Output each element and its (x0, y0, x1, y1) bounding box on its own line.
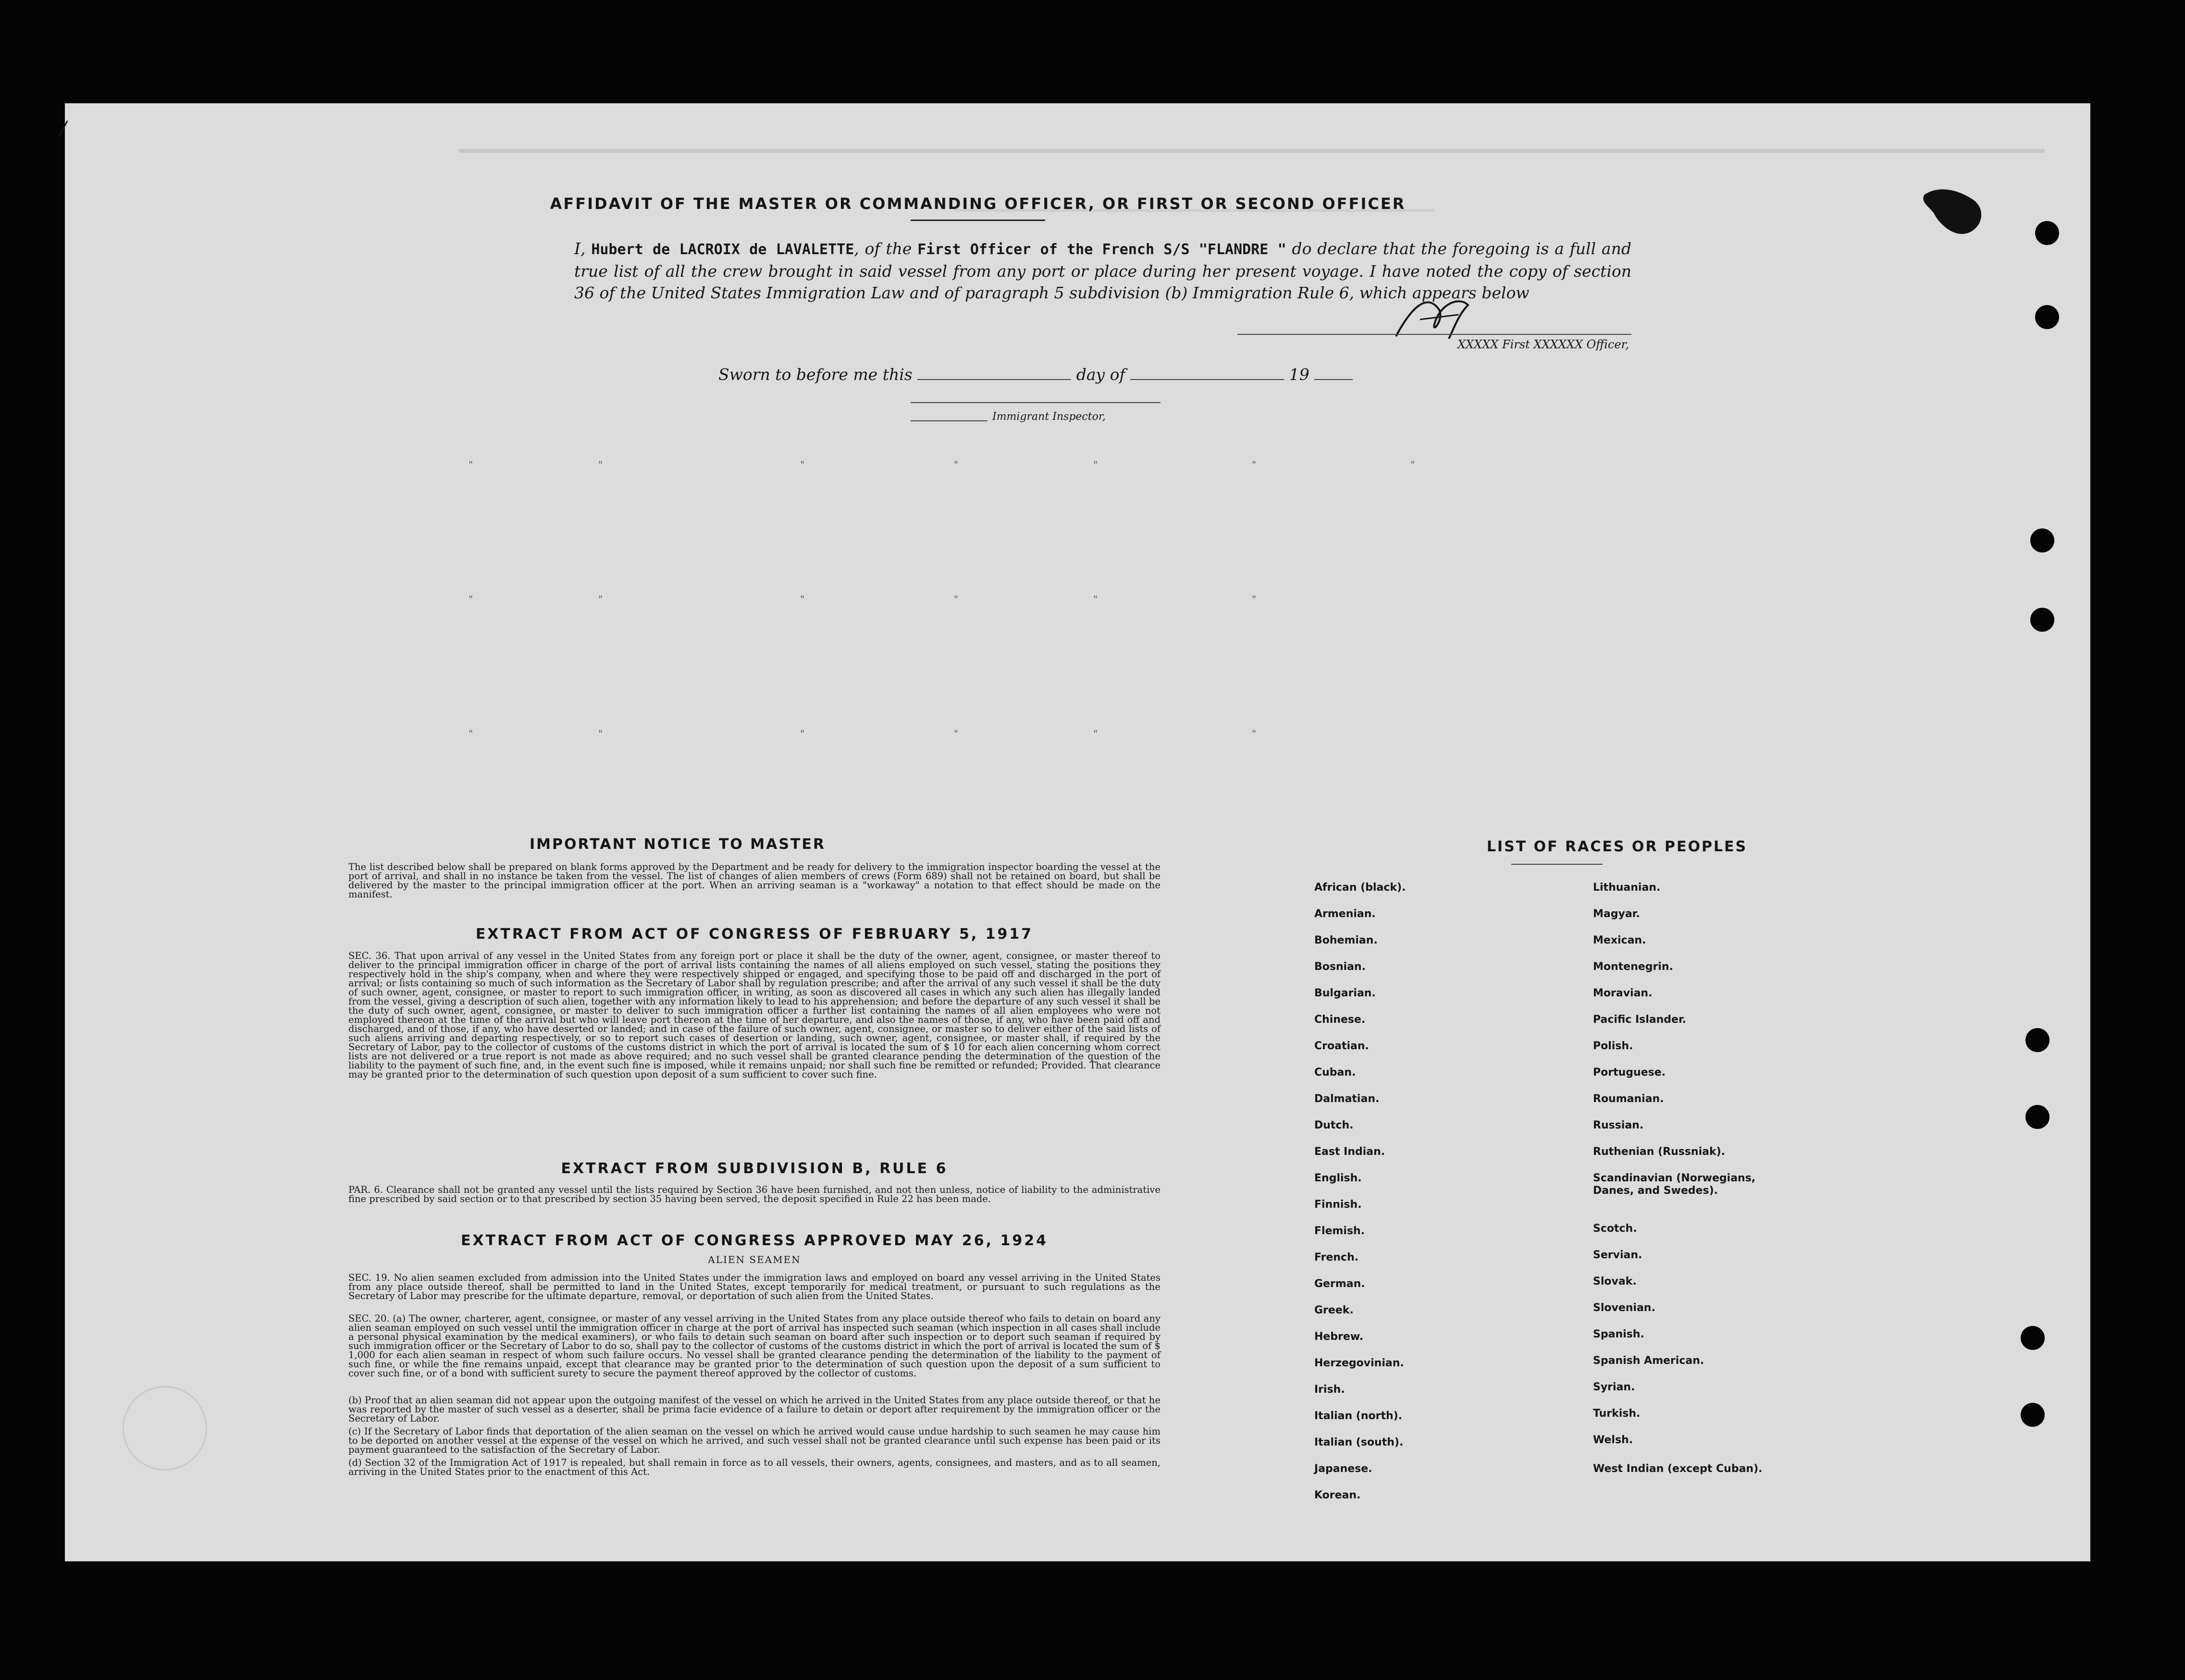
ink-blot-icon (1920, 185, 1992, 238)
race-item: Chinese. (1314, 1014, 1366, 1026)
declaration-text: do declare that the foregoing is a full and true list of all the crew brought in said vessel from any port or place during her present voyage. I have noted the copy of section 36 of the United States Immigration Law and of paragraph 5 subdivision (b) Immigration Rule 6, which appears below (574, 239, 1631, 302)
race-item: Bosnian. (1314, 961, 1366, 973)
extract-1924-heading: EXTRACT FROM ACT OF CONGRESS APPROVED MAY 26, 1924 (461, 1232, 1048, 1249)
notice-body: The list described below shall be prepared on blank forms approved by the Department and be ready for delivery to the immigration inspector boarding the vessel at the port of arrival, and shall in no instance be taken from the vessel. The list of changes of alien members of crews (Form 689) shall not be retained on board, but shall be delivered by the master to the principal immigration officer at the port. When an arriving seaman is a "workaway" a notation to that effect should be made on the manifest. (348, 861, 1160, 900)
race-item: French. (1314, 1251, 1359, 1263)
race-item: Bulgarian. (1314, 987, 1376, 999)
sec20b-text: (b) Proof that an alien seaman did not appear upon the outgoing manifest of the vessel on which he arrived in the United States from any place outside thereof, or that he was reported by the master of such vessel as a deserter, shall be prima facie evidence of a failure to detain or deport after requirement by the immigration officer or the Secretary of Labor. (348, 1395, 1160, 1424)
bleed-through-band (459, 149, 2045, 172)
races-heading: LIST OF RACES OR PEOPLES (1486, 838, 1748, 855)
race-item: West Indian (except Cuban). (1593, 1463, 1763, 1475)
heading-rule (911, 220, 1045, 221)
punch-hole (2025, 1105, 2049, 1129)
race-item: Armenian. (1314, 908, 1376, 920)
sworn-day-of: day of (1076, 365, 1125, 384)
inspector-rule (911, 420, 988, 421)
race-item: Dalmatian. (1314, 1093, 1380, 1105)
sworn-prefix: Sworn to before me this (718, 365, 913, 384)
race-item: Magyar. (1593, 908, 1640, 920)
race-item: Cuban. (1314, 1067, 1356, 1079)
race-item: Mexican. (1593, 934, 1646, 946)
sec20c-text: (c) If the Secretary of Labor finds that deportation of the alien seaman on the vessel on which he arrived would cause undue hardship to such seamen he may cause him to be deported on another vessel at the expense of the vessel on which he arrived, and such vessel shall not be granted clearance until such expense has been paid or its payment guaranteed to the satisfaction of the Secretary of Labor. (348, 1426, 1160, 1455)
officer-name: Hubert de LACROIX de LAVALETTE (591, 241, 854, 258)
race-item: Slovak. (1593, 1275, 1637, 1288)
race-item: Irish. (1314, 1384, 1345, 1396)
race-item: Portuguese. (1593, 1067, 1666, 1079)
race-item: Italian (north). (1314, 1410, 1403, 1422)
race-item: Dutch. (1314, 1119, 1354, 1131)
race-item: German. (1314, 1278, 1365, 1290)
extract-rule6-heading: EXTRACT FROM SUBDIVISION B, RULE 6 (561, 1160, 948, 1177)
sec20a-text: SEC. 20. (a) The owner, charterer, agent, consignee, or master of any vessel arriving in the United States from any place outside thereof who fails to detain on board any alien seaman employed on such vessel until the immigration officer in charge at the port of arrival has inspected such seaman (which inspection in all cases shall include a personal physical examination by the medical examiners), or who fails to detain such seaman on board after such inspection or to deport such seaman if required by such immigration officer or the Secretary of Labor to do so, shall pay to the collector of customs of the customs district in which the port of arrival is located the sum of $ 1,000 for each alien seaman in respect of whom such failure occurs. No vessel shall be granted clearance pending the determination of the liability to the payment of such fine, or while the fine remains unpaid, except that clearance may be granted prior to the determination of such question upon the deposit of a sum sufficient to cover such fine, or of a bond with sufficient surety to secure the payment thereof approved by the collector of customs. (348, 1313, 1160, 1379)
declaration-connector: , of the (854, 239, 912, 258)
race-item: Finnish. (1314, 1199, 1362, 1211)
race-item: English. (1314, 1172, 1362, 1184)
punch-hole (2030, 608, 2054, 632)
officer-title: XXXXX First XXXXXX Officer, (1457, 338, 1629, 351)
race-item: Scotch. (1593, 1223, 1637, 1235)
extract-1924-subheading: ALIEN SEAMEN (708, 1254, 801, 1265)
extract-rule6-body: PAR. 6. Clearance shall not be granted any vessel until the lists required by Section 36 have been furnished, and not then unless, notice of liability to the administrative fine prescribed by said section or to that prescribed by section 35 having been served, the deposit specified in Rule 22 has been made. (348, 1184, 1160, 1204)
race-item: Flemish. (1314, 1225, 1365, 1237)
extract-1917-heading: EXTRACT FROM ACT OF CONGRESS OF FEBRUARY 5, 1917 (475, 926, 1034, 943)
race-item: Polish. (1593, 1040, 1633, 1052)
inspector-label: Immigrant Inspector, (992, 411, 1106, 423)
signature-rule (1237, 334, 1631, 335)
extract-1917-body: SEC. 36. That upon arrival of any vessel in the United States from any foreign port or place it shall be the duty of the owner, agent, consignee, or master thereof to deliver to the principal immigration officer in charge of the port of arrival lists containing the names of all aliens employed on such vessel, stating the positions they respectively hold in the ship's company, when and where they were respectively shipped or engaged, and specifying those to be paid off and discharged in the port of arrival; or lists containing so much of such information as the Secretary of Labor shall by regulation prescribe; and after the arrival of any such vessel it shall be the duty of such owner, agent, consignee, or master to report to such immigration officer, in writing, as soon as discovered all cases in which any such alien has illegally landed from the vessel, giving a description of such alien, together with any information likely to lead to his apprehension; and before the departure of any such vessel it shall be the duty of such owner, agent, consignee, or master to deliver to such immigration officer a further list containing the names of all alien employees who were not employed thereon at the time of the arrival but who will leave port thereon at the time of her departure, and also the names of those, if any, who have been paid off and discharged, and of those, if any, who have deserted or landed; and in case of the failure of such owner, agent, consignee, or master so to deliver either of the said lists of such aliens arriving and departing respectively, or so to report such cases of desertion or landing, such owner, agent, consignee, or master shall, if required by the Secretary of Labor, pay to the collector of customs of the customs district in which the port of arrival is located the sum of $ 10 for each alien concerning whom correct lists are not delivered or a true report is not made as above required; and no such vessel shall be granted clearance pending the determination of the question of the liability to the payment of such fine, and, in the event such fine is imposed, while it remains unpaid; nor shall such fine be remitted or refunded; Provided. That clearance may be granted prior to the determination of such question upon deposit of a sum sufficient to cover such fine. (348, 950, 1160, 1080)
stamp-icon (123, 1386, 207, 1471)
punch-hole (2021, 1403, 2045, 1427)
sec20d-text: (d) Section 32 of the Immigration Act of 1917 is repealed, but shall remain in force as to all vessels, their owners, agents, consignees, and masters, and as to all seamen, arriving in the United States prior to the enactment of this Act. (348, 1457, 1160, 1477)
race-item: Russian. (1593, 1119, 1644, 1131)
declaration-prefix: I, (574, 239, 586, 258)
race-item: Spanish. (1593, 1328, 1644, 1340)
race-item: Welsh. (1593, 1434, 1633, 1446)
corner-mark: / (60, 118, 67, 140)
race-item: Japanese. (1314, 1463, 1372, 1475)
race-item: Moravian. (1593, 987, 1653, 999)
race-item: Korean. (1314, 1489, 1361, 1501)
race-item: Hebrew. (1314, 1331, 1364, 1343)
race-item: Syrian. (1593, 1381, 1635, 1393)
race-item: Scandinavian (Norwegians, Danes, and Swedes). (1593, 1172, 1756, 1197)
document-page: / AFFIDAVIT OF THE MASTER OR COMMANDING OFFICER, OR FIRST OR SECOND OFFICER I, Hubert de LACROIX de LAVALETTE, of the First Officer of the French S/S "FLANDRE " do declare that the foregoing is a full and true list of all the crew brought in said vessel from any port or place during her present voyage. I have noted the copy of section 36 of the United States Immigration Law and of paragraph 5 subdivision (b) Immigration Rule 6, which appears below XXXXX First XXXXXX Officer, Sworn to before me this day of 19 Immigrant Inspector, " " " " " " " " " " " " " " " " " " " IMPORTANT NOTICE TO MASTER The list described below shall be prepared on blank forms approved by the Department and be ready for delivery to the immigration inspector boarding the vessel at the port of arrival, and shall in no instance be taken from the vessel. The list of changes of alien members of crews (Form 689) shall not be retained on board, but shall be delivered by the master to the principal immigration officer at the port. When an arriving seaman is a "workaway" a notation to that effect should be made on the manifest. EXTRACT FROM ACT OF CONGRESS OF FEBRUARY 5, 1917 SEC. 36. That upon arrival of any vessel in the United States from any foreign port or place it shall be the duty of the owner, agent, consignee, or master thereof to deliver to the principal immigration officer in charge of the port of arrival lists containing the names of all aliens employed on such vessel, stating the positions they respectively hold in the ship's company, when and where they were respectively shipped or engaged, and specifying those to be paid off and discharged in the port of arrival; or lists containing so much of such information as the Secretary of Labor shall by regulation prescribe; and after the arrival of any such vessel it shall be the duty of such owner, agent, consignee, or master to report to such immigration officer, in writing, as soon as discovered all cases in which any such alien has illegally landed from the vessel, giving a description of such alien, together with any information likely to lead to his apprehension; and before the departure of any such vessel it shall be the duty of such owner, agent, consignee, or master to deliver to such immigration officer a further list containing the names of all alien employees who were not employed thereon at the time of the arrival but who will leave port thereon at the time of her departure, and also the names of those, if any, who have been paid off and discharged, and of those, if any, who have deserted or landed; and in case of the failure of such owner, agent, consignee, or master so to deliver either of the said lists of such aliens arriving and departing respectively, or so to report such cases of desertion or landing, such owner, agent, consignee, or master shall, if required by the Secretary of Labor, pay to the collector of customs of the customs district in which the port of arrival is located the sum of $ 10 for each alien concerning whom correct lists are not delivered or a true report is not made as above required; and no such vessel shall be granted clearance pending the determination of the question of the liability to the payment of such fine, and, in the event such fine is imposed, while it remains unpaid; nor shall such fine be remitted or refunded; Provided. That clearance may be granted prior to the determination of such question upon deposit of a sum sufficient to cover such fine. EXTRACT FROM SUBDIVISION B, RULE 6 PAR. 6. Clearance shall not be granted any vessel until the lists required by Section 36 have been furnished, and not then unless, notice of liability to the administrative fine prescribed by said section or to that prescribed by section 35 having been served, the deposit specified in Rule 22 has been made. EXTRACT FROM ACT OF CONGRESS APPROVED MAY 26, 1924 ALIEN SEAMEN SEC. 19. No alien seamen excluded from admission into the United States under the immigration laws and employed on board any vessel arriving in the United States from any place outside thereof, shall be permitted to land in the United States, except temporarily for medical treatment, or pursuant to such regulations as the Secretary of Labor may prescribe for the ultimate departure, removal, or deportation of such alien from the United States. SEC. 20. (a) The owner, charterer, agent, consignee, or master of any vessel arriving in the United States from any place outside thereof who fails to detain on board any alien seaman employed on such vessel until the immigration officer in charge at the port of arrival has inspected such seaman (which inspection in all cases shall include a personal physical examination by the medical examiners), or who fails to detain such seaman on board after such inspection or to deport such seaman if required by such immigration officer or the Secretary of Labor to do so, shall pay to the collector of customs of the customs district in which the port of arrival is located the sum of $ 1,000 for each alien seaman in respect of whom such failure occurs. No vessel shall be granted clearance pending the determination of the liability to the payment of such fine, or while the fine remains unpaid, except that clearance may be granted prior to the determination of such question upon the deposit of a sum sufficient to cover such fine, or of a bond with sufficient surety to secure the payment thereof approved by the collector of customs. (b) Proof that an alien seaman did not appear upon the outgoing manifest of the vessel on which he arrived in the United States from any place outside thereof, or that he was reported by the master of such vessel as a deserter, shall be prima facie evidence of a failure to detain or deport after requirement by the immigration officer or the Secretary of Labor. (c) If the Secretary of Labor finds that deportation of the alien seaman on the vessel on which he arrived would cause undue hardship to such seamen he may cause him to be deported on another vessel at the expense of the vessel on which he arrived, and such vessel shall not be granted clearance until such expense has been paid or its payment guaranteed to the satisfaction of the Secretary of Labor. (d) Section 32 of the Immigration Act of 1917 is repealed, but shall remain in force as to all vessels, their owners, agents, consignees, and masters, and as to all seamen, arriving in the United States prior to the enactment of this Act. LIST OF RACES OR PEOPLES African (black). Armenian. Bohemian. Bosnian. Bulgarian. Chinese. Croatian. Cuban. Dalmatian. Dutch. East Indian. English. Finnish. Flemish. French. German. Greek. Hebrew. Herzegovinian. Irish. Italian (north). Italian (south). Japanese. Korean. Lithuanian. Magyar. Mexican. Montenegrin. Moravian. Pacific Islander. Polish. Portuguese. Roumanian. Russian. Ruthenian (Russniak). Scandinavian (Norwegians, Danes, and Swedes). Scotch. Servian. Slovak. Slovenian. Spanish. Spanish American. Syrian. Turkish. Welsh. West Indian (except Cuban). (65, 103, 2090, 1561)
races-heading-rule (1511, 864, 1603, 865)
ship-name: First Officer of the French S/S "FLANDRE " (917, 241, 1286, 258)
affidavit-heading: AFFIDAVIT OF THE MASTER OR COMMANDING OFFICER, OR FIRST OR SECOND OFFICER (550, 195, 1406, 213)
race-item: Herzegovinian. (1314, 1357, 1404, 1369)
race-item: East Indian. (1314, 1146, 1385, 1158)
race-item: Greek. (1314, 1304, 1354, 1316)
sworn-line (718, 365, 1353, 384)
sworn-year: 19 (1289, 365, 1309, 384)
punch-hole (2035, 221, 2059, 245)
punch-hole (2021, 1326, 2045, 1350)
punch-hole (2035, 305, 2059, 329)
signature-icon (1386, 291, 1482, 343)
race-item: Spanish American. (1593, 1355, 1704, 1367)
race-item: Lithuanian. (1593, 882, 1661, 894)
race-item: Italian (south). (1314, 1436, 1404, 1448)
race-item: Roumanian. (1593, 1093, 1664, 1105)
race-item: Servian. (1593, 1249, 1642, 1261)
notice-heading: IMPORTANT NOTICE TO MASTER (530, 836, 826, 853)
race-item: Ruthenian (Russniak). (1593, 1146, 1726, 1158)
punch-hole (2030, 528, 2054, 552)
race-item: Slovenian. (1593, 1302, 1655, 1314)
punch-hole (2025, 1028, 2049, 1052)
race-item: Croatian. (1314, 1040, 1369, 1052)
race-item: Pacific Islander. (1593, 1014, 1687, 1026)
race-item: Montenegrin. (1593, 961, 1673, 973)
race-item: Turkish. (1593, 1408, 1641, 1420)
inspector-rule-top (911, 402, 1160, 403)
race-item: African (black). (1314, 882, 1406, 894)
race-item: Bohemian. (1314, 934, 1378, 946)
sec19-text: SEC. 19. No alien seamen excluded from admission into the United States under the immigration laws and employed on board any vessel arriving in the United States from any place outside thereof, shall be permitted to land in the United States, except temporarily for medical treatment, or pursuant to such regulations as the Secretary of Labor may prescribe for the ultimate departure, removal, or deportation of such alien from the United States. (348, 1272, 1160, 1301)
